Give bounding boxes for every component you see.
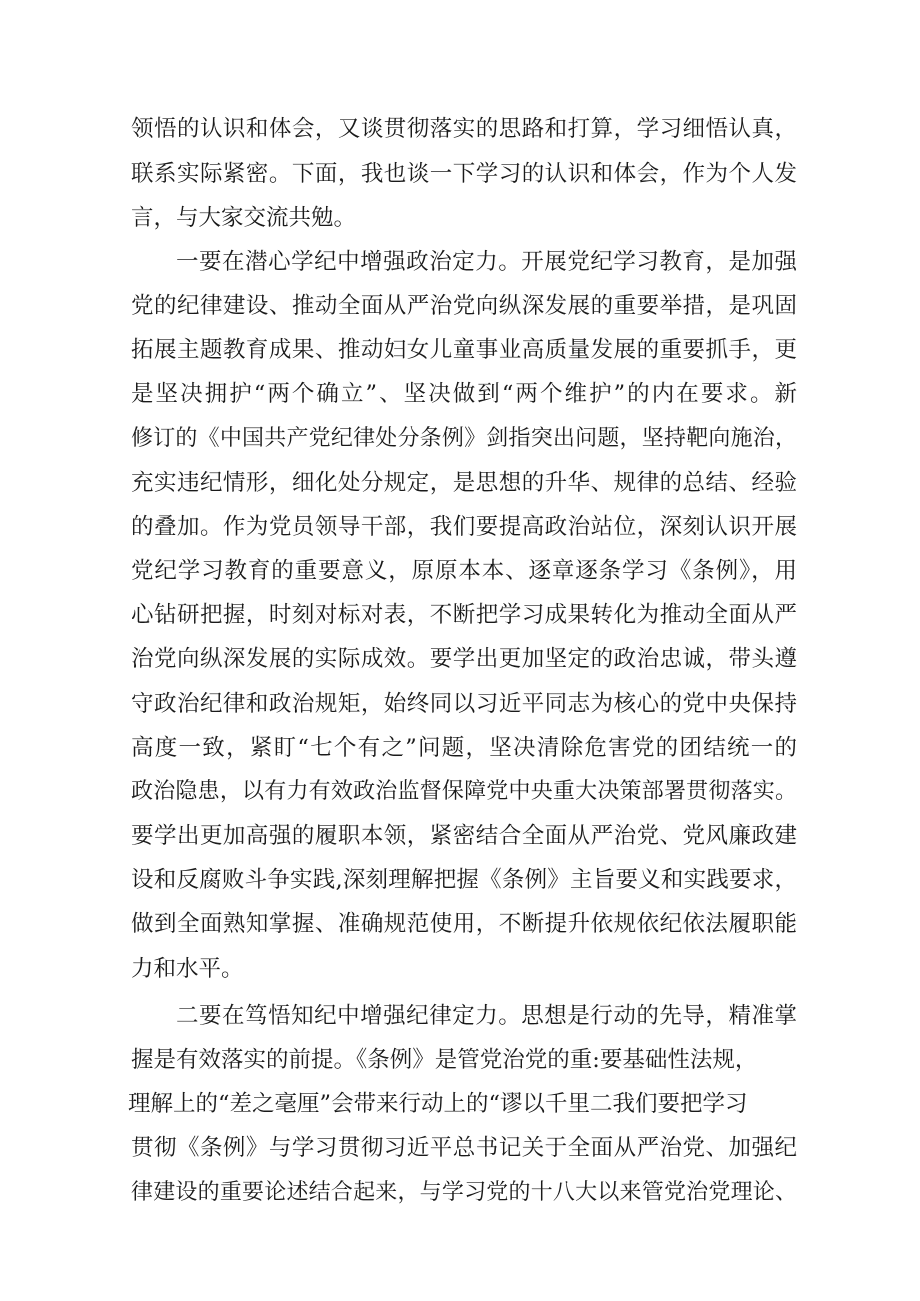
paragraph-2-line-12: 高度一致，紧盯“七个有之”问题，坚决清除危害党的团结统一的 xyxy=(131,735,797,761)
paragraph-3-line-5: 律建设的重要论述结合起来，与学习党的十八大以来管党治党理论、 xyxy=(131,1180,797,1205)
paragraph-2-line-11: 守政治纪律和政治规矩，始终同以习近平同志为核心的党中央保持 xyxy=(131,691,797,717)
paragraph-2-line-16: 做到全面熟知掌握、准确规范使用，不断提升依规依纪依法履职能 xyxy=(131,911,797,937)
paragraph-2-line-15: 设和反腐败斗争实践,深刻理解把握《条例》主旨要义和实践要求， xyxy=(131,867,797,893)
paragraph-3-line-3: 理解上的“差之毫厘”会带来行动上的“谬以千里二我们要把学习 xyxy=(128,1091,748,1117)
paragraph-3-line-4: 贯彻《条例》与学习贯彻习近平总书记关于全面从严治党、加强纪 xyxy=(131,1135,797,1161)
paragraph-2-line-3: 拓展主题教育成果、推动妇女儿童事业高质量发展的重要抓手，更 xyxy=(131,337,797,363)
paragraph-2-line-14: 要学出更加高强的履职本领，紧密结合全面从严治党、党风廉政建 xyxy=(131,823,797,849)
paragraph-1-line-3: 言，与大家交流共勉。 xyxy=(131,205,357,231)
paragraph-3-line-2: 握是有效落实的前提。《条例》是管党治党的重:要基础性法规， xyxy=(131,1047,758,1073)
paragraph-1-line-2: 联系实际紧密。下面，我也谈一下学习的认识和体会，作为个人发 xyxy=(131,161,797,187)
paragraph-1-line-1: 领悟的认识和体会，又谈贯彻落实的思路和打算，学习细悟认真， xyxy=(131,116,797,142)
paragraph-2-line-6: 充实违纪情形，细化处分规定，是思想的升华、规律的总结、经验 xyxy=(131,470,797,496)
paragraph-2-line-7: 的叠加。作为党员领导干部，我们要提高政治站位，深刻认识开展 xyxy=(131,514,797,540)
paragraph-2-line-4: 是坚决拥护“两个确立”、坚决做到“两个维护”的内在要求。新 xyxy=(131,381,797,407)
paragraph-2-line-8: 党纪学习教育的重要意义，原原本本、逐章逐条学习《条例》，用 xyxy=(131,558,797,584)
paragraph-3-line-1: 二要在笃悟知纪中增强纪律定力。思想是行动的先导，精准掌 xyxy=(176,1003,797,1029)
paragraph-2-line-2: 党的纪律建设、推动全面从严治党向纵深发展的重要举措，是巩固 xyxy=(131,293,797,319)
paragraph-2-line-17: 力和水平。 xyxy=(131,956,244,982)
paragraph-2-line-13: 政治隐患，以有力有效政治监督保障党中央重大决策部署贯彻落实。 xyxy=(131,779,797,804)
paragraph-2-line-1: 一要在潜心学纪中增强政治定力。开展党纪学习教育，是加强 xyxy=(176,249,797,275)
paragraph-2-line-5: 修订的《中国共产党纪律处分条例》剑指突出问题，坚持靶向施治， xyxy=(131,426,797,451)
paragraph-2-line-10: 治党向纵深发展的实际成效。要学出更加坚定的政治忠诚，带头遵 xyxy=(131,646,797,672)
paragraph-2-line-9: 心钻研把握，时刻对标对表，不断把学习成果转化为推动全面从严 xyxy=(131,602,797,628)
